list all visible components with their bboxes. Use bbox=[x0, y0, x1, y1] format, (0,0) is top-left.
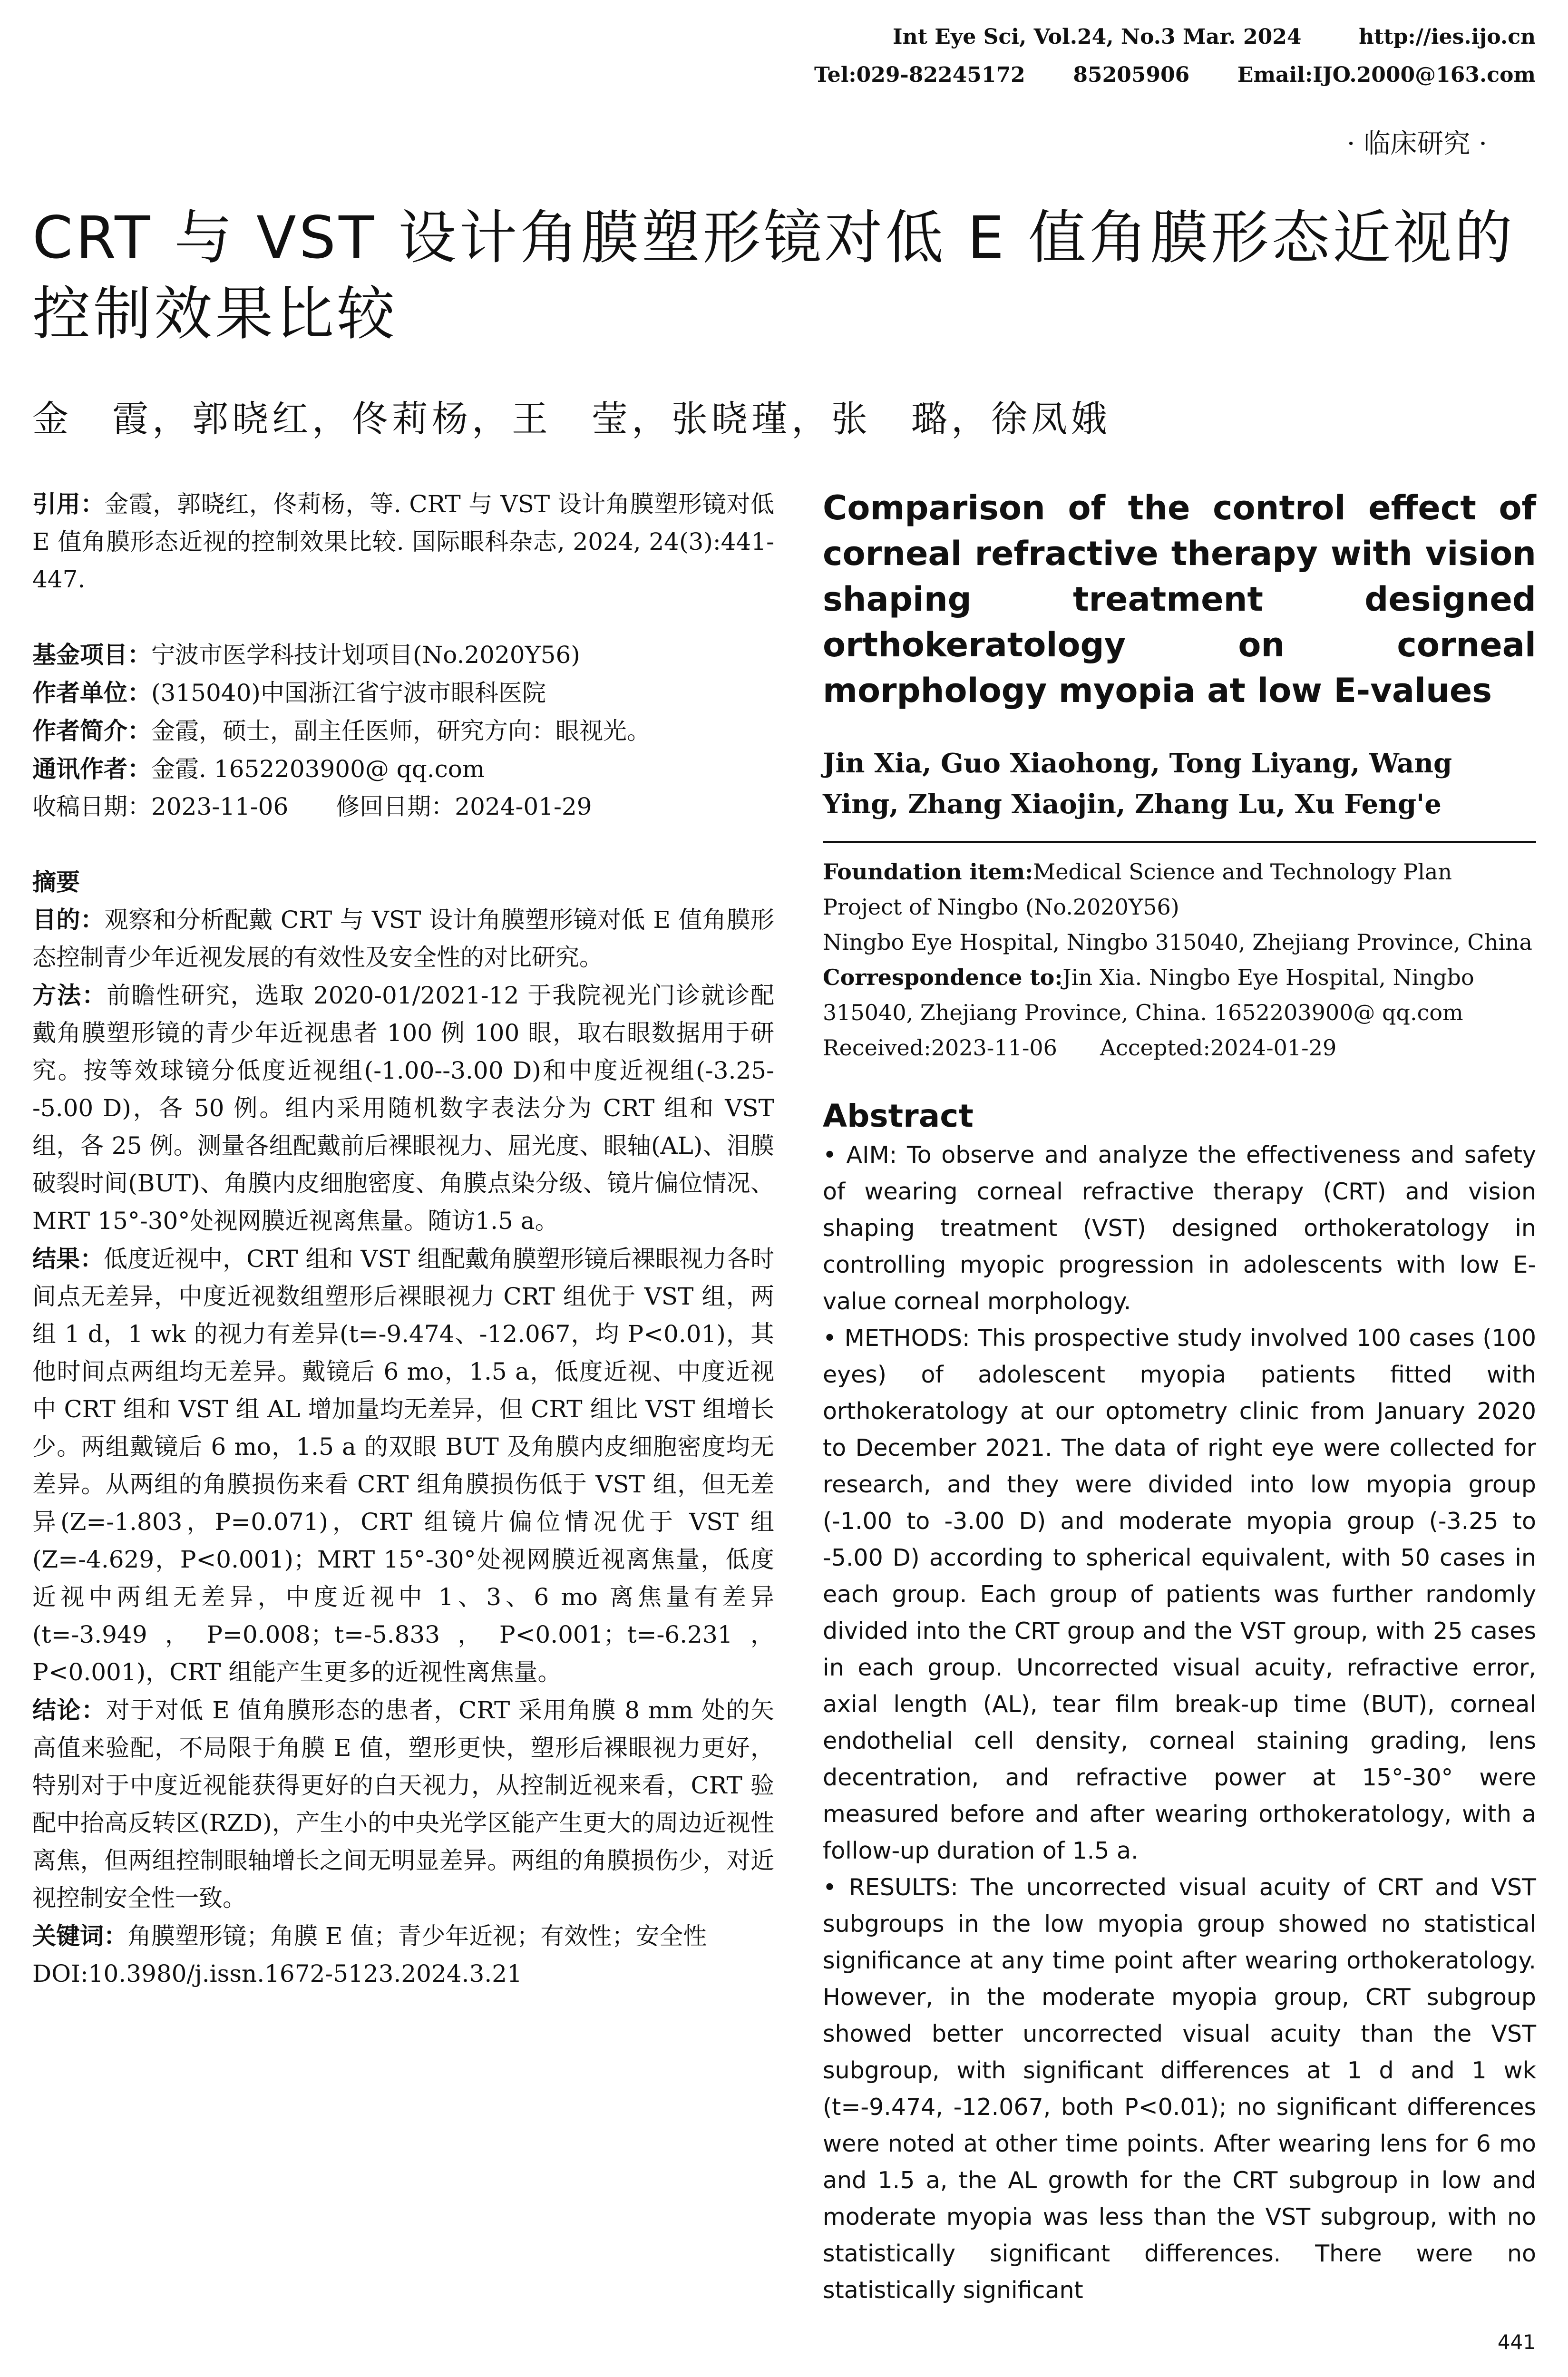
journal-contact bbox=[814, 61, 1536, 89]
cn-abstract-heading: 摘要 bbox=[32, 868, 80, 896]
correspondence bbox=[823, 960, 1536, 1030]
correspondence-label: Correspondence to: bbox=[823, 964, 1063, 990]
keywords-label: 关键词： bbox=[32, 1922, 127, 1950]
divider bbox=[823, 841, 1536, 843]
en-methods-text: This prospective study involved 100 cases (100 eyes) of adolescent myopia patients fitted with orthokeratology at our optometry clinic from January 2020 to December 2021. The data of right eye were collected for research, and they were divided into low myopia group (-1.00 to -3.00 D) and moderate myopia group (-3.25 to -5.00 D) according to spherical equivalent, with 50 cases in each group. Each group of patients was further randomly divided into the CRT group and the VST group, with 25 cases in each group. Uncorrected visual acuity, refractive error, axial length (AL), tear film break-up time (BUT), corneal endothelial cell density, corneal staining grading, lens decentration, and refractive power at 15°-30° were measured before and after wearing orthokeratology, with a follow-up duration of 1.5 a. bbox=[823, 1325, 1537, 1864]
received-en: Received:2023-11-06 bbox=[823, 1035, 1057, 1061]
abstract-heading: Abstract bbox=[823, 1098, 974, 1134]
english-authors: Jin Xia, Guo Xiaohong, Tong Liyang, Wang Ying, Zhang Xiaojin, Zhang Lu, Xu Feng'e bbox=[823, 748, 1452, 820]
results-label: 结果： bbox=[32, 1245, 104, 1273]
conclusion-label: 结论： bbox=[32, 1696, 106, 1724]
foundation-label: Foundation item: bbox=[823, 859, 1033, 885]
tel-line: Tel:029-82245172 bbox=[814, 63, 1025, 87]
author-list: 金 霞，郭晓红，佟莉杨，王 莹，张晓瑾，张 璐，徐凤娥 bbox=[32, 398, 1111, 440]
right-column bbox=[823, 485, 1536, 2309]
corresponding-author bbox=[32, 750, 774, 788]
cn-conclusion bbox=[32, 1691, 774, 1917]
purpose-text: 观察和分析配戴 CRT 与 VST 设计角膜塑形镜对低 E 值角膜形态控制青少年近视发展的有效性及安全性的对比研究。 bbox=[32, 906, 775, 971]
fund-label: 基金项目： bbox=[32, 641, 151, 669]
methods-label: 方法： bbox=[32, 981, 107, 1009]
results-text: 低度近视中，CRT 组和 VST 组配戴角膜塑形镜后裸眼视力各时间点无差异，中度近视数组塑形后裸眼视力 CRT 组优于 VST 组，两组 1 d，1 wk 的视力有差异(t=-9.474、-12.067，均 P<0.01)，其他时间点两组均无差异。戴镜后 6 mo，1.5 a，低度近视、中度近视中 CRT 组和 VST 组 AL 增加量均无差异，但 CRT 组比 VST 组增长少。两组戴镜后 6 mo，1.5 a 的双眼 BUT 及角膜内皮细胞密度均无差异。从两组的角膜损伤来看 CRT 组角膜损伤低于 VST 组，但无差异(Z=-1.803，P=0.071)，CRT 组镜片偏位情况优于 VST 组(Z=-4.629，P<0.001)；MRT 15°-30°处视网膜近视离焦量，低度近视中两组无差异，中度近视中 1、3、6 mo 离焦量有差异(t=-3.949，P=0.008；t=-5.833，P<0.001；t=-6.231，P<0.001)，CRT 组能产生更多的近视性离焦量。 bbox=[32, 1245, 775, 1686]
fund-text: 宁波市医学科技计划项目(No.2020Y56) bbox=[151, 641, 580, 669]
unit-label: 作者单位： bbox=[32, 679, 151, 707]
aim bbox=[823, 1137, 1536, 1320]
revised-date: 修回日期：2024-01-29 bbox=[336, 793, 592, 820]
bio-text: 金霞，硕士，副主任医师，研究方向：眼视光。 bbox=[151, 717, 651, 745]
english-abstract bbox=[823, 1137, 1536, 2309]
paper-title: CRT 与 VST 设计角膜塑形镜对低 E 值角膜形态近视的控制效果比较 bbox=[32, 204, 1516, 348]
bio-label: 作者简介： bbox=[32, 717, 151, 745]
author-bio bbox=[32, 712, 774, 750]
purpose-label: 目的： bbox=[32, 906, 105, 934]
left-column bbox=[32, 485, 774, 1993]
citation-label: 引用： bbox=[32, 490, 105, 518]
english-meta bbox=[823, 854, 1536, 1065]
corr-text: 金霞. 1652203900@ qq.com bbox=[151, 755, 485, 783]
en-results-text: The uncorrected visual acuity of CRT and VST subgroups in the low myopia group showed no statistical significance at any time point after wearing orthokeratology. However, in the moderate myopia group, CRT subgroup showed better uncorrected visual acuity than the VST subgroup, with significant differences at 1 d and 1 wk (t=-9.474, -12.067, both P<0.01); no significant differences were noted at other time points. After wearing lens for 6 mo and 1.5 a, the AL growth for the CRT subgroup in low and moderate myopia was less than the VST subgroup, with no statistically significant differences. There were no statistically significant bbox=[823, 1874, 1536, 2304]
received-date: 收稿日期：2023-11-06 bbox=[32, 793, 289, 820]
email: Email:IJO.2000@163.com bbox=[1237, 63, 1536, 87]
results bbox=[823, 1869, 1536, 2309]
affiliation: Ningbo Eye Hospital, Ningbo 315040, Zhejiang Province, China bbox=[823, 929, 1532, 955]
fund-item bbox=[32, 636, 774, 674]
cn-results bbox=[32, 1240, 774, 1691]
journal-header bbox=[893, 23, 1536, 51]
citation bbox=[32, 485, 774, 598]
correspondence-text: Jin Xia. Ningbo Eye Hospital, Ningbo 315040, Zhejiang Province, China. 1652203900@ qq.com bbox=[823, 964, 1474, 1025]
journal-line: Int Eye Sci, Vol.24, No.3 Mar. 2024 bbox=[893, 25, 1302, 49]
dates bbox=[32, 788, 774, 826]
methods bbox=[823, 1320, 1536, 1869]
english-dates bbox=[823, 1030, 1536, 1065]
methods-text: 前瞻性研究，选取 2020-01/2021-12 于我院视光门诊就诊配戴角膜塑形镜的青少年近视患者 100 例 100 眼，取右眼数据用于研究。按等效球镜分低度近视组(-1.00--3.00 D)和中度近视组(-3.25--5.00 D)，各 50 例。组内采用随机数字表法分为 CRT 组和 VST 组，各 25 例。测量各组配戴前后裸眼视力、屈光度、眼轴(AL)、泪膜破裂时间(BUT)、角膜内皮细胞密度、角膜点染分级、镜片偏位情况、MRT 15°-30°处视网膜近视离焦量。随访1.5 a。 bbox=[32, 982, 774, 1235]
corr-label: 通讯作者： bbox=[32, 755, 151, 783]
foundation-text: Medical Science and Technology Plan Project of Ningbo (No.2020Y56) bbox=[823, 859, 1452, 920]
keywords-text: 角膜塑形镜；角膜 E 值；青少年近视；有效性；安全性 bbox=[127, 1922, 707, 1950]
conclusion-text: 对于对低 E 值角膜形态的患者，CRT 采用角膜 8 mm 处的矢高值来验配，不局限于角膜 E 值，塑形更快，塑形后裸眼视力更好，特别对于中度近视能获得更好的白天视力，从控制近视来看，CRT 验配中抬高反转区(RZD)，产生小的中央光学区能产生更大的周边近视性离焦，但两组控制眼轴增长之间无明显差异。两组的角膜损伤少，对近视控制安全性一致。 bbox=[32, 1696, 774, 1912]
en-methods-label: • METHODS: bbox=[823, 1325, 970, 1352]
aim-text: To observe and analyze the effectiveness and safety of wearing corneal refractive therapy (CRT) and vision shaping treatment (VST) designed orthokeratology in controlling myopic progression in adolescents with low E-value corneal morphology. bbox=[823, 1141, 1536, 1315]
cn-keywords bbox=[32, 1917, 774, 1955]
cn-methods bbox=[32, 976, 774, 1240]
accepted-en: Accepted:2024-01-29 bbox=[1100, 1035, 1337, 1061]
en-results-label: • RESULTS: bbox=[823, 1874, 958, 1901]
english-title: Comparison of the control effect of corneal refractive therapy with vision shaping treatment designed orthokeratology on corneal morphology myopia at low E-values bbox=[823, 488, 1536, 710]
unit-text: (315040)中国浙江省宁波市眼科医院 bbox=[151, 679, 546, 707]
author-unit bbox=[32, 674, 774, 712]
cn-purpose bbox=[32, 901, 774, 976]
section-tag: · 临床研究 · bbox=[1346, 128, 1487, 159]
page-number: 441 bbox=[1497, 2330, 1536, 2354]
tel-2: 85205906 bbox=[1073, 63, 1190, 87]
citation-text: 金霞，郭晓红，佟莉杨，等. CRT 与 VST 设计角膜塑形镜对低 E 值角膜形态近视的控制效果比较. 国际眼科杂志, 2024, 24(3):441-447. bbox=[32, 490, 774, 593]
journal-url: http://ies.ijo.cn bbox=[1359, 25, 1536, 49]
doi: DOI:10.3980/j.issn.1672-5123.2024.3.21 bbox=[32, 1960, 522, 1987]
foundation-item bbox=[823, 854, 1536, 925]
aim-label: • AIM: bbox=[823, 1141, 897, 1169]
